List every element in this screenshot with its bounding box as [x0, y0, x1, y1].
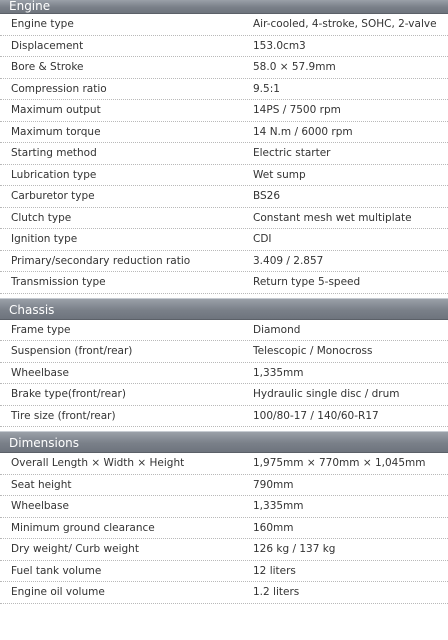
spec-label: Primary/secondary reduction ratio	[11, 254, 191, 267]
spec-label: Wheelbase	[11, 366, 69, 379]
spec-value: Hydraulic single disc / drum	[253, 388, 400, 401]
spec-value: 1.2 liters	[253, 586, 300, 599]
spec-label: Maximum torque	[11, 125, 101, 138]
spec-row	[0, 100, 448, 122]
spec-label: Displacement	[11, 39, 84, 52]
spec-row	[0, 272, 448, 294]
spec-row	[0, 363, 448, 385]
spec-row	[0, 561, 448, 583]
dimensions-spec-table	[0, 453, 448, 604]
spec-label: Clutch type	[11, 211, 72, 224]
spec-value: 126 kg / 137 kg	[253, 543, 336, 556]
spec-value: 1,335mm	[253, 366, 304, 379]
spec-label: Seat height	[11, 478, 72, 491]
spec-value: 790mm	[253, 478, 294, 491]
engine-section	[0, 0, 448, 294]
spec-value: Air-cooled, 4-stroke, SOHC, 2-valve	[253, 18, 437, 31]
spec-row	[0, 79, 448, 101]
spec-value: 12 liters	[253, 564, 296, 577]
spec-value: 14 N.m / 6000 rpm	[253, 125, 353, 138]
spec-row	[0, 186, 448, 208]
spec-label: Minimum ground clearance	[11, 521, 155, 534]
spec-value: 58.0 × 57.9mm	[253, 61, 336, 74]
spec-row	[0, 229, 448, 251]
spec-value: 153.0cm3	[253, 39, 306, 52]
spec-value: Wet sump	[253, 168, 306, 181]
chassis-spec-table	[0, 320, 448, 428]
spec-label: Lubrication type	[11, 168, 97, 181]
spec-value: Return type 5-speed	[253, 276, 361, 289]
spec-label: Overall Length × Width × Height	[11, 457, 185, 470]
engine-spec-table	[0, 14, 448, 294]
spec-value: 100/80-17 / 140/60-R17	[253, 409, 379, 422]
spec-row	[0, 518, 448, 540]
spec-row	[0, 582, 448, 604]
spec-value: CDI	[253, 233, 272, 246]
spec-row	[0, 496, 448, 518]
spec-value: Telescopic / Monocross	[253, 345, 373, 358]
spec-value: 3.409 / 2.857	[253, 254, 324, 267]
spec-label: Bore & Stroke	[11, 61, 84, 74]
spec-label: Maximum output	[11, 104, 101, 117]
spec-row	[0, 14, 448, 36]
spec-row	[0, 341, 448, 363]
spec-label: Engine type	[11, 18, 74, 31]
section-header-chassis: Chassis	[0, 298, 448, 320]
spec-label: Starting method	[11, 147, 97, 160]
spec-row	[0, 251, 448, 273]
spec-row	[0, 475, 448, 497]
spec-value: 1,975mm × 770mm × 1,045mm	[253, 457, 426, 470]
chassis-section	[0, 298, 448, 428]
spec-label: Suspension (front/rear)	[11, 345, 133, 358]
spec-row	[0, 453, 448, 475]
spec-row	[0, 208, 448, 230]
spec-label: Transmission type	[11, 276, 106, 289]
spec-row	[0, 406, 448, 428]
dimensions-section	[0, 431, 448, 604]
section-header-dimensions: Dimensions	[0, 431, 448, 453]
spec-row	[0, 539, 448, 561]
section-header-engine: Engine	[0, 0, 448, 14]
spec-value: 9.5:1	[253, 82, 280, 95]
spec-row	[0, 165, 448, 187]
spec-row	[0, 122, 448, 144]
spec-label: Compression ratio	[11, 82, 107, 95]
spec-row	[0, 384, 448, 406]
spec-value: 1,335mm	[253, 500, 304, 513]
spec-label: Frame type	[11, 323, 71, 336]
spec-row	[0, 320, 448, 342]
spec-label: Engine oil volume	[11, 586, 105, 599]
spec-value: Diamond	[253, 323, 301, 336]
spec-label: Brake type(front/rear)	[11, 388, 126, 401]
spec-row	[0, 36, 448, 58]
spec-label: Dry weight/ Curb weight	[11, 543, 139, 556]
spec-label: Fuel tank volume	[11, 564, 102, 577]
spec-value: 14PS / 7500 rpm	[253, 104, 341, 117]
spec-value: Constant mesh wet multiplate	[253, 211, 412, 224]
spec-value: BS26	[253, 190, 281, 203]
spec-label: Ignition type	[11, 233, 78, 246]
spec-label: Tire size (front/rear)	[11, 409, 116, 422]
spec-value: Electric starter	[253, 147, 331, 160]
spec-label: Carburetor type	[11, 190, 95, 203]
spec-row	[0, 143, 448, 165]
spec-label: Wheelbase	[11, 500, 69, 513]
spec-row	[0, 57, 448, 79]
spec-value: 160mm	[253, 521, 294, 534]
